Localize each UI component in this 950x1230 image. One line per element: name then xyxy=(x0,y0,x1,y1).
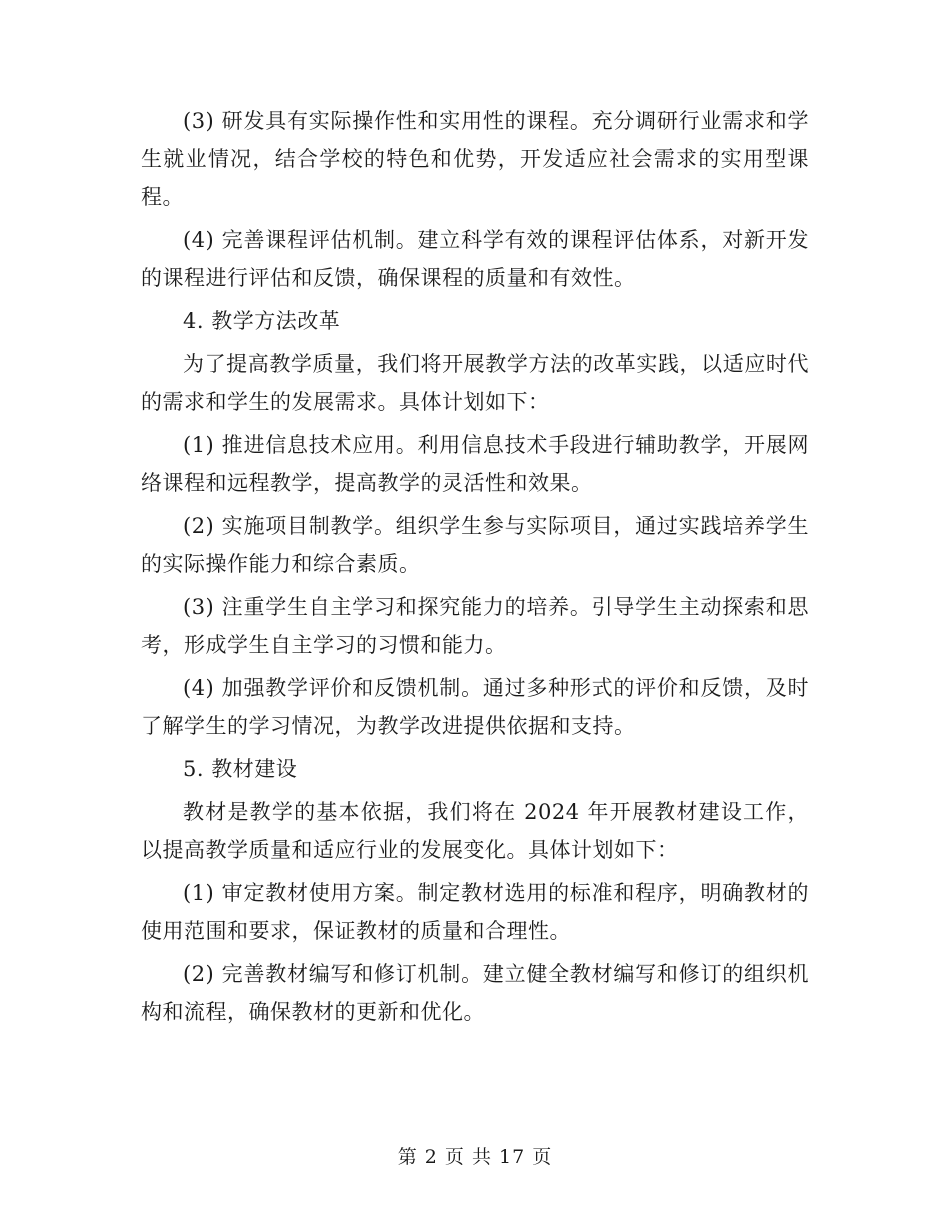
paragraph-teaching-methods-intro: 为了提高教学质量，我们将开展教学方法的改革实践，以适应时代的需求和学生的发展需求。具体计划如下： xyxy=(141,352,809,414)
section-heading-teaching-methods: 4. 教学方法改革 xyxy=(183,309,341,333)
paragraph-textbook-intro: 教材是教学的基本依据，我们将在 2024 年开展教材建设工作，以提高教学质量和适应行业的发展变化。具体计划如下： xyxy=(141,800,809,862)
paragraph-course-evaluation: (4) 完善课程评估机制。建立科学有效的课程评估体系，对新开发的课程进行评估和反馈，确保课程的质量和有效性。 xyxy=(141,228,809,290)
document-body xyxy=(141,102,809,1036)
paragraph-project-teaching: (2) 实施项目制教学。组织学生参与实际项目，通过实践培养学生的实际操作能力和综合素质。 xyxy=(141,514,809,576)
paragraph-textbook-revision: (2) 完善教材编写和修订机制。建立健全教材编写和修订的组织机构和流程，确保教材的更新和优化。 xyxy=(141,962,809,1024)
page-number-footer: 第 2 页 共 17 页 xyxy=(397,1146,553,1168)
paragraph-course-practical: (3) 研发具有实际操作性和实用性的课程。充分调研行业需求和学生就业情况，结合学校的特色和优势，开发适应社会需求的实用型课程。 xyxy=(141,109,809,209)
paragraph-it-application: (1) 推进信息技术应用。利用信息技术手段进行辅助教学，开展网络课程和远程教学，提高教学的灵活性和效果。 xyxy=(141,433,809,495)
paragraph-textbook-approval: (1) 审定教材使用方案。制定教材选用的标准和程序，明确教材的使用范围和要求，保证教材的质量和合理性。 xyxy=(141,881,809,943)
paragraph-teaching-feedback: (4) 加强教学评价和反馈机制。通过多种形式的评价和反馈，及时了解学生的学习情况，为教学改进提供依据和支持。 xyxy=(141,676,809,738)
paragraph-self-learning: (3) 注重学生自主学习和探究能力的培养。引导学生主动探索和思考，形成学生自主学习的习惯和能力。 xyxy=(141,595,809,657)
section-heading-textbook: 5. 教材建设 xyxy=(183,757,298,781)
